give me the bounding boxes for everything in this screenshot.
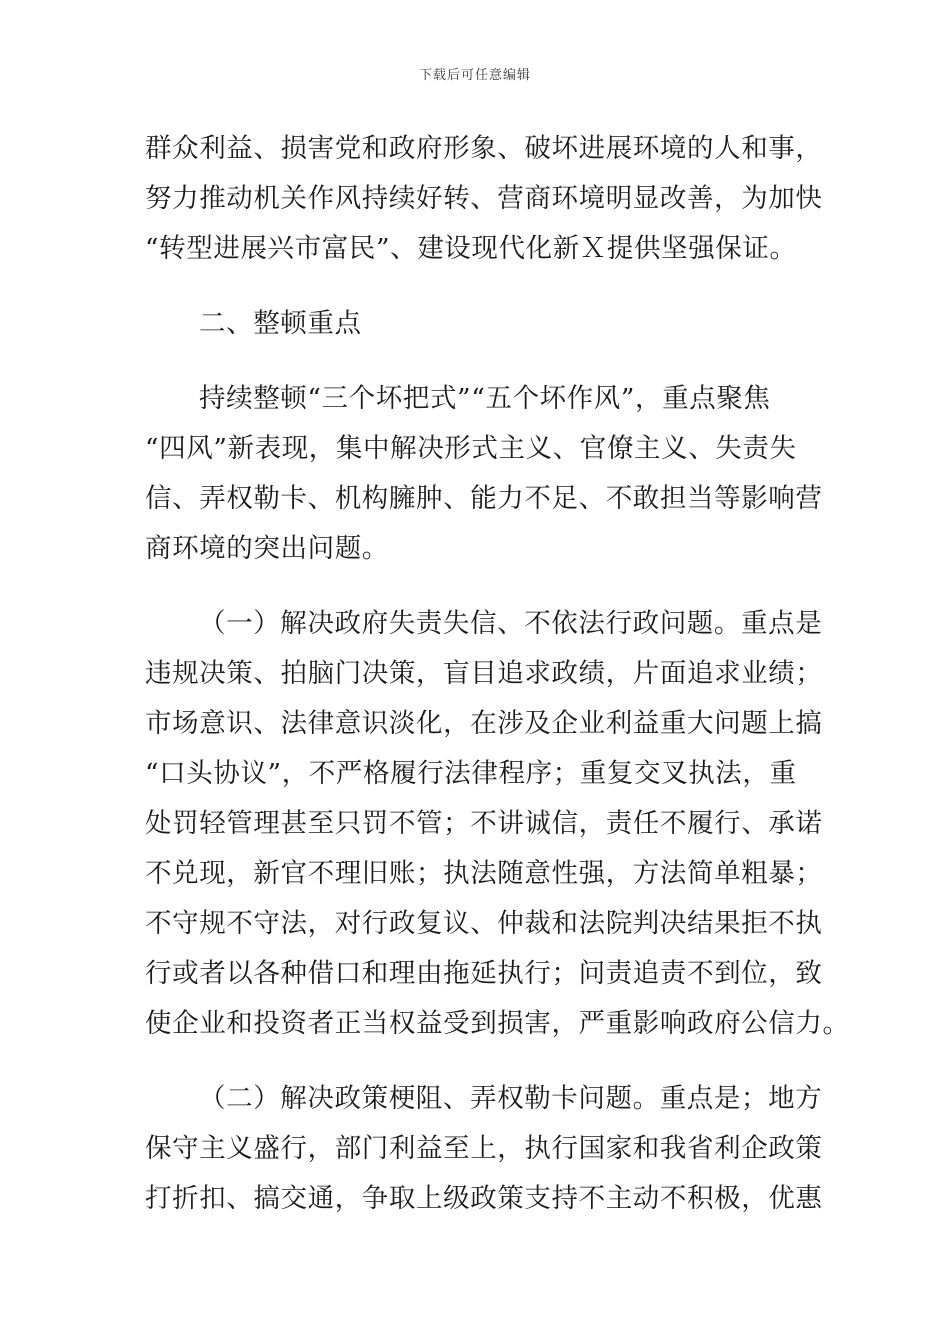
body-line: 使企业和投资者正当权益受到损害，严重影响政府公信力。 (145, 1008, 850, 1039)
page-header: 下载后可任意编辑 (418, 68, 531, 83)
body-line: 处罚轻管理甚至只罚不管；不讲诚信，责任不履行、承诺 (145, 808, 823, 839)
body-line: 保守主义盛行，部门利益至上，执行国家和我省利企政策 (145, 1133, 823, 1164)
body-line: 行或者以各种借口和理由拖延执行；问责追责不到位，致 (145, 958, 823, 989)
body-line: 不兑现，新官不理旧账；执法随意性强，方法简单粗暴； (145, 858, 823, 889)
body-line: 努力推动机关作风持续好转、营商环境明显改善，为加快 (145, 183, 823, 214)
body-line: “口头协议”，不严格履行法律程序；重复交叉执法，重 (145, 758, 797, 789)
body-line: 群众利益、损害党和政府形象、破坏进展环境的人和事， (145, 133, 823, 164)
body-line: 持续整顿“三个坏把式”“五个坏作风”，重点聚焦 (199, 383, 771, 414)
body-line: （一）解决政府失责失信、不依法行政问题。重点是 (199, 608, 823, 639)
body-line: 违规决策、拍脑门决策，盲目追求政绩，片面追求业绩； (145, 658, 823, 689)
body-line: （二）解决政策梗阻、弄权勒卡问题。重点是；地方 (199, 1083, 823, 1114)
section-heading: 二、整顿重点 (199, 308, 362, 339)
body-line: “转型进展兴市富民”、建设现代化新Ｘ提供坚强保证。 (145, 233, 797, 264)
body-line: 不守规不守法，对行政复议、仲裁和法院判决结果拒不执 (145, 908, 823, 939)
body-line: 信、弄权勒卡、机构臃肿、能力不足、不敢担当等影响营 (145, 483, 823, 514)
body-line: 打折扣、搞交通，争取上级政策支持不主动不积极，优惠 (145, 1183, 823, 1214)
body-line: 商环境的突出问题。 (145, 533, 389, 564)
body-line: 市场意识、法律意识淡化，在涉及企业利益重大问题上搞 (145, 708, 823, 739)
body-line: “四风”新表现，集中解决形式主义、官僚主义、失责失 (145, 433, 797, 464)
